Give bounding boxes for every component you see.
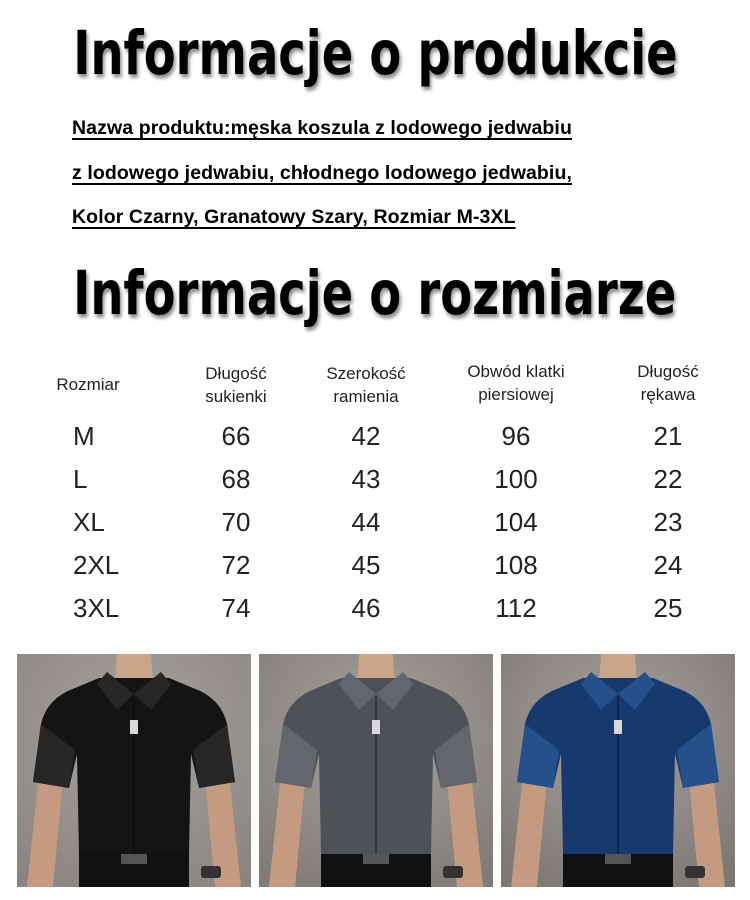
table-cell-dlugosc-rekawa: 24	[653, 550, 683, 580]
table-cell-obwod-klatki: 112	[495, 593, 537, 623]
navy-shirt-photo	[501, 654, 735, 887]
column-header-rozmiar	[18, 373, 158, 396]
table-cell-szerokosc-ramienia: 42	[351, 421, 381, 451]
placket-tag	[130, 720, 138, 734]
column-header-line1: Długość	[637, 362, 699, 381]
table-cell-szerokosc-ramienia: 43	[351, 464, 381, 494]
watch	[443, 866, 463, 878]
column-header-line1: Obwód klatki	[467, 362, 565, 381]
table-cell-dlugosc-sukienki: 72	[221, 550, 251, 580]
table-cell-dlugosc-sukienki: 68	[221, 464, 251, 494]
size-info-heading: Informacje o rozmiarze	[73, 258, 677, 329]
table-cell-szerokosc-ramienia: 44	[351, 507, 381, 537]
black-shirt-photo	[17, 654, 251, 887]
navy-shirt-image	[501, 654, 735, 887]
table-cell-rozmiar: L	[73, 464, 88, 494]
table-cell-dlugosc-sukienki: 74	[221, 593, 251, 623]
table-cell-obwod-klatki: 104	[494, 507, 538, 537]
table-cell-rozmiar: 2XL	[73, 550, 120, 580]
table-cell-dlugosc-rekawa: 22	[653, 464, 683, 494]
column-header-szerokosc-ramienia	[296, 362, 436, 408]
placket-tag	[614, 720, 622, 734]
table-cell-dlugosc-rekawa: 23	[653, 507, 683, 537]
column-header-line1: Rozmiar	[56, 375, 120, 394]
table-cell-rozmiar: XL	[73, 507, 105, 537]
gray-shirt-image	[259, 654, 493, 887]
table-cell-dlugosc-rekawa: 25	[653, 593, 683, 623]
column-header-obwod-klatki	[446, 360, 586, 406]
table-cell-dlugosc-sukienki: 70	[221, 507, 251, 537]
column-header-line2: piersiowej	[478, 385, 554, 404]
table-cell-obwod-klatki: 100	[494, 464, 538, 494]
belt-buckle	[605, 854, 631, 864]
column-header-dlugosc-rekawa	[598, 360, 738, 406]
table-cell-dlugosc-sukienki: 66	[221, 421, 251, 451]
product-info-heading: Informacje o produkcie	[72, 18, 678, 89]
belt-buckle	[121, 854, 147, 864]
table-cell-rozmiar: 3XL	[73, 593, 120, 623]
table-cell-obwod-klatki: 96	[501, 421, 531, 451]
table-cell-szerokosc-ramienia: 45	[351, 550, 381, 580]
column-header-line1: Długość	[205, 364, 267, 383]
watch	[685, 866, 705, 878]
gray-shirt-photo	[259, 654, 493, 887]
column-header-dlugosc-sukienki	[166, 362, 306, 408]
column-header-line2: rękawa	[640, 385, 696, 404]
product-color-size-line: Kolor Czarny, Granatowy Szary, Rozmiar M-3XL	[72, 206, 516, 228]
placket-tag	[372, 720, 380, 734]
table-cell-dlugosc-rekawa: 21	[653, 421, 683, 451]
table-cell-obwod-klatki: 108	[494, 550, 538, 580]
belt-buckle	[363, 854, 389, 864]
table-cell-szerokosc-ramienia: 46	[351, 593, 381, 623]
product-material-line: z lodowego jedwabiu, chłodnego lodowego jedwabiu,	[72, 162, 572, 184]
product-name-line: Nazwa produktu:męska koszula z lodowego jedwabiu	[72, 117, 572, 139]
column-header-line2: sukienki	[205, 387, 267, 406]
column-header-line1: Szerokość	[326, 364, 406, 383]
watch	[201, 866, 221, 878]
table-cell-rozmiar: M	[73, 421, 95, 451]
black-shirt-image	[17, 654, 251, 887]
column-header-line2: ramienia	[333, 387, 399, 406]
